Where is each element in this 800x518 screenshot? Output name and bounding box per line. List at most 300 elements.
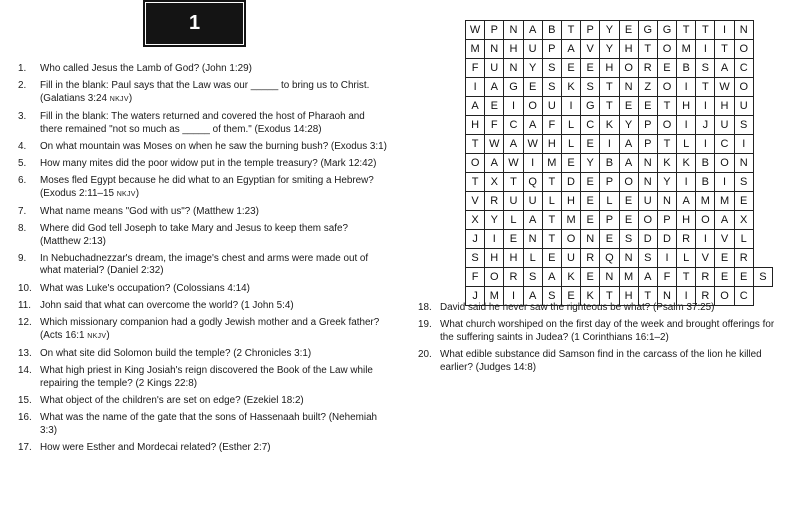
puzzle-number-badge [143, 0, 246, 47]
grid-cell: A [561, 40, 580, 59]
grid-cell: Q [523, 173, 542, 192]
question-text [40, 80, 390, 106]
question-text [40, 141, 390, 154]
grid-cell: E [715, 268, 734, 287]
grid-row [466, 97, 773, 116]
grid-cell: W [504, 154, 523, 173]
grid-row [466, 59, 773, 78]
grid-row [466, 135, 773, 154]
grid-cell: W [485, 135, 504, 154]
grid-cell: Q [600, 249, 619, 268]
questions-list-left [18, 63, 390, 459]
grid-cell: T [466, 135, 485, 154]
grid-cell: L [677, 135, 696, 154]
grid-cell: I [696, 97, 715, 116]
grid-cell: T [638, 287, 657, 306]
grid-cell: E [619, 97, 638, 116]
grid-cell: W [523, 135, 542, 154]
grid-cell: Y [657, 173, 676, 192]
question-item [18, 283, 390, 296]
grid-cell: X [485, 173, 504, 192]
question-item [18, 206, 390, 219]
grid-cell: V [581, 40, 600, 59]
question-body: What high priest in King Josiah's reign discovered the Book of the Law while repairing the temple? (2 Kings 22:8) [40, 365, 373, 389]
grid-cell: R [504, 268, 523, 287]
question-body: David said he never saw the righteous be what? (Psalm 37:25) [440, 302, 715, 313]
question-number: 13. [18, 347, 32, 359]
grid-cell: V [696, 249, 715, 268]
question-item [18, 348, 390, 361]
question-body: Which missionary companion had a godly Jewish mother and a Greek father? (Acts 16:1 [40, 317, 380, 341]
question-item [18, 253, 390, 278]
grid-cell: B [600, 154, 619, 173]
grid-row [466, 192, 773, 211]
grid-cell: O [657, 40, 676, 59]
grid-cell: I [466, 78, 485, 97]
grid-cell: E [600, 230, 619, 249]
grid-cell: J [466, 230, 485, 249]
grid-cell: T [657, 97, 676, 116]
grid-cell: C [734, 287, 753, 306]
question-item [418, 319, 790, 344]
grid-cell: Y [600, 40, 619, 59]
grid-cell: S [696, 59, 715, 78]
grid-cell: M [696, 192, 715, 211]
grid-cell: G [638, 21, 657, 40]
grid-cell: S [466, 249, 485, 268]
question-text [40, 412, 390, 437]
puzzle-number: 1 [188, 12, 201, 34]
grid-cell: U [523, 192, 542, 211]
grid-cell: N [485, 40, 504, 59]
question-number: 3. [18, 110, 27, 122]
grid-cell: E [619, 21, 638, 40]
grid-cell: L [542, 192, 561, 211]
grid-cell: N [619, 78, 638, 97]
question-item [18, 365, 390, 390]
question-body: What name means "God with us"? (Matthew 1:23) [40, 205, 259, 217]
grid-row [466, 116, 773, 135]
grid-cell: I [561, 97, 580, 116]
grid-cell: N [638, 173, 657, 192]
grid-cell: E [581, 135, 600, 154]
grid-cell: S [542, 287, 561, 306]
grid-cell: T [715, 40, 734, 59]
grid-cell: P [542, 40, 561, 59]
grid-cell: S [523, 268, 542, 287]
question-item [18, 317, 390, 343]
grid-cell: I [485, 230, 504, 249]
grid-cell: O [561, 230, 580, 249]
grid-cell: K [561, 268, 580, 287]
grid-cell: U [734, 97, 753, 116]
grid-cell: R [485, 192, 504, 211]
grid-cell: N [638, 154, 657, 173]
grid-cell: N [734, 21, 753, 40]
grid-cell: S [619, 230, 638, 249]
grid-cell: D [657, 230, 676, 249]
question-body: What edible substance did Samson find in the carcass of the lion he killed earlier? (Judges 14:8) [440, 348, 762, 373]
grid-row [466, 21, 773, 40]
grid-cell: I [677, 173, 696, 192]
grid-cell: Y [600, 21, 619, 40]
grid-cell: P [600, 173, 619, 192]
grid-cell: K [600, 116, 619, 135]
grid-cell: T [504, 173, 523, 192]
question-item [18, 412, 390, 437]
question-body: How many mites did the poor widow put in the temple treasury? (Mark 12:42) [40, 157, 377, 169]
grid-cell: D [638, 230, 657, 249]
grid-cell: H [600, 59, 619, 78]
grid-cell: I [523, 154, 542, 173]
grid-cell: S [753, 268, 772, 287]
grid-row [466, 173, 773, 192]
grid-cell: R [581, 249, 600, 268]
grid-cell: S [542, 59, 561, 78]
grid-cell: E [581, 192, 600, 211]
grid-row [466, 230, 773, 249]
grid-cell: X [734, 211, 753, 230]
grid-cell: O [657, 116, 676, 135]
grid-cell: J [696, 116, 715, 135]
grid-cell: T [696, 78, 715, 97]
grid-cell: E [619, 211, 638, 230]
question-text [40, 111, 390, 136]
grid-cell: O [485, 268, 504, 287]
question-tail: ) [128, 92, 133, 104]
grid-cell: E [581, 211, 600, 230]
grid-cell: N [734, 154, 753, 173]
grid-row [466, 268, 773, 287]
grid-cell: B [542, 21, 561, 40]
question-number: 14. [18, 365, 32, 376]
grid-cell: E [561, 154, 580, 173]
grid-cell: P [657, 211, 676, 230]
grid-cell: S [581, 78, 600, 97]
question-item [18, 442, 390, 455]
grid-cell: O [696, 211, 715, 230]
grid-cell: R [734, 249, 753, 268]
word-search-grid [465, 20, 773, 306]
question-number: 16. [18, 411, 32, 423]
grid-cell: A [523, 116, 542, 135]
grid-cell: A [523, 211, 542, 230]
question-number: 18. [418, 302, 432, 313]
grid-cell: I [504, 97, 523, 116]
question-text [40, 253, 390, 278]
question-body: On what site did Solomon build the temple? (2 Chronicles 3:1) [40, 347, 312, 359]
question-number: 10. [18, 282, 32, 294]
grid-cell: T [466, 173, 485, 192]
grid-cell: T [542, 173, 561, 192]
grid-cell: H [466, 116, 485, 135]
grid-cell: H [677, 97, 696, 116]
bible-version: NKJV [109, 95, 129, 103]
question-body: John said that what can overcome the world? (1 John 5:4) [40, 299, 294, 311]
grid-cell: H [561, 192, 580, 211]
grid-cell: Y [581, 154, 600, 173]
question-text [40, 283, 390, 296]
grid-cell: I [600, 135, 619, 154]
question-text [40, 63, 390, 76]
grid-cell: E [734, 192, 753, 211]
grid-cell: L [523, 249, 542, 268]
question-text [40, 223, 390, 248]
grid-cell: E [561, 59, 580, 78]
grid-cell: L [600, 192, 619, 211]
question-number: 20. [418, 348, 432, 360]
question-text [40, 442, 390, 455]
grid-cell: K [581, 287, 600, 306]
question-number: 2. [18, 80, 27, 92]
grid-cell: I [715, 173, 734, 192]
grid-cell: N [523, 230, 542, 249]
question-number: 4. [18, 140, 27, 152]
grid-cell: O [715, 287, 734, 306]
grid-cell: N [619, 249, 638, 268]
question-number: 5. [18, 157, 27, 169]
grid-cell: T [638, 40, 657, 59]
question-body: What was the name of the gate that the sons of Hassenaah built? (Nehemiah 3:3) [40, 411, 378, 436]
question-number: 11. [18, 299, 31, 311]
grid-cell: H [542, 135, 561, 154]
grid-cell: E [657, 59, 676, 78]
grid-cell: G [504, 78, 523, 97]
question-body: What was Luke's occupation? (Colossians 4:14) [40, 282, 250, 294]
question-text [40, 175, 390, 201]
grid-cell: A [619, 154, 638, 173]
grid-cell: H [504, 249, 523, 268]
question-item [18, 395, 390, 408]
grid-cell: I [677, 287, 696, 306]
grid-cell: L [677, 249, 696, 268]
grid-cell: E [504, 230, 523, 249]
grid-cell: I [734, 135, 753, 154]
question-text [40, 348, 390, 361]
grid-cell: I [715, 21, 734, 40]
grid-cell: E [581, 173, 600, 192]
grid-cell: F [485, 116, 504, 135]
grid-cell: C [715, 135, 734, 154]
question-item [418, 349, 790, 374]
grid-cell: A [619, 135, 638, 154]
grid-cell: O [657, 78, 676, 97]
grid-cell: E [561, 287, 580, 306]
question-number: 17. [18, 441, 32, 453]
grid-cell: M [542, 154, 561, 173]
grid-cell: I [696, 40, 715, 59]
grid-cell: O [734, 78, 753, 97]
grid-cell: W [715, 78, 734, 97]
grid-cell: S [542, 78, 561, 97]
grid-row [466, 40, 773, 59]
grid-cell: G [657, 21, 676, 40]
grid-cell: A [677, 192, 696, 211]
grid-cell: C [581, 116, 600, 135]
grid-cell: A [715, 211, 734, 230]
question-body: On what mountain was Moses on when he saw the burning bush? (Exodus 3:1) [40, 140, 387, 152]
grid-cell: S [734, 116, 753, 135]
grid-cell: P [638, 116, 657, 135]
grid-cell: H [715, 97, 734, 116]
grid-cell: B [696, 154, 715, 173]
grid-cell: T [561, 21, 580, 40]
grid-cell: E [523, 78, 542, 97]
grid-cell: R [677, 230, 696, 249]
question-text [40, 395, 390, 408]
question-body: In Nebuchadnezzar's dream, the image's chest and arms were made out of what material? (Daniel 2:32) [40, 252, 369, 277]
question-number: 15. [18, 394, 32, 406]
grid-cell: U [638, 192, 657, 211]
grid-cell: C [734, 59, 753, 78]
grid-cell: V [715, 230, 734, 249]
grid-cell: P [485, 21, 504, 40]
question-item [18, 175, 390, 201]
grid-cell: U [561, 249, 580, 268]
grid-cell: H [619, 40, 638, 59]
grid-cell: T [677, 21, 696, 40]
grid-row [466, 287, 773, 306]
question-text [40, 365, 390, 390]
grid-cell: H [619, 287, 638, 306]
grid-cell: S [734, 173, 753, 192]
grid-cell: A [523, 21, 542, 40]
question-text [40, 300, 390, 313]
grid-cell: R [696, 268, 715, 287]
grid-cell: T [600, 78, 619, 97]
question-body: Where did God tell Joseph to take Mary and Jesus to keep them safe? (Matthew 2:13) [40, 223, 348, 247]
question-item [18, 80, 390, 106]
grid-cell: I [677, 78, 696, 97]
grid-row [466, 249, 773, 268]
question-number: 8. [18, 223, 27, 235]
grid-cell: N [504, 21, 523, 40]
grid-cell: Y [619, 116, 638, 135]
question-body: Who called Jesus the Lamb of God? (John 1:29) [40, 63, 252, 74]
grid-cell: A [504, 135, 523, 154]
grid-cell: O [466, 154, 485, 173]
question-body: Fill in the blank: Paul says that the Law was our _____ to bring us to Christ. (Galatians 3:24 [40, 80, 370, 104]
grid-cell: A [542, 268, 561, 287]
grid-cell: E [581, 59, 600, 78]
grid-cell: E [581, 268, 600, 287]
grid-cell: Y [485, 211, 504, 230]
question-tail: ) [106, 329, 110, 341]
grid-cell: L [561, 135, 580, 154]
grid-cell: Y [523, 59, 542, 78]
grid-cell: L [734, 230, 753, 249]
grid-cell: M [677, 40, 696, 59]
grid-cell: I [504, 287, 523, 306]
grid-cell: G [581, 97, 600, 116]
grid-cell: I [696, 135, 715, 154]
grid-cell: O [619, 59, 638, 78]
question-body: Fill in the blank: The waters returned and covered the host of Pharaoh and there remained "not so much as _____ of them." (Exodus 14:28) [40, 110, 365, 135]
grid-cell: P [600, 211, 619, 230]
grid-cell: U [504, 192, 523, 211]
grid-cell: O [734, 40, 753, 59]
question-item [18, 63, 390, 76]
grid-cell: K [677, 154, 696, 173]
grid-cell: I [657, 249, 676, 268]
questions-list-right [418, 302, 790, 379]
grid-row [466, 78, 773, 97]
question-item [18, 158, 390, 171]
question-text [40, 158, 390, 171]
grid-cell: R [638, 59, 657, 78]
grid-cell: E [485, 97, 504, 116]
grid-row [466, 154, 773, 173]
grid-cell: I [696, 230, 715, 249]
question-body: What object of the children's are set on edge? (Ezekiel 18:2) [40, 394, 304, 406]
question-text [440, 319, 790, 344]
grid-cell: M [466, 40, 485, 59]
grid-cell: A [638, 268, 657, 287]
grid-cell: A [485, 154, 504, 173]
grid-cell: R [696, 287, 715, 306]
grid-cell: T [696, 21, 715, 40]
grid-cell: E [542, 249, 561, 268]
grid-cell: T [600, 97, 619, 116]
grid-cell: A [485, 78, 504, 97]
grid-cell: I [677, 116, 696, 135]
question-text [40, 317, 390, 343]
grid-cell: B [696, 173, 715, 192]
grid-cell: F [466, 59, 485, 78]
grid-cell: P [638, 135, 657, 154]
question-text [440, 349, 790, 374]
grid-cell: W [466, 21, 485, 40]
question-item [18, 300, 390, 313]
question-body: How were Esther and Mordecai related? (Esther 2:7) [40, 441, 271, 453]
grid-cell: F [542, 116, 561, 135]
grid-cell: N [657, 287, 676, 306]
grid-cell: L [504, 211, 523, 230]
grid-cell: M [619, 268, 638, 287]
question-item [18, 223, 390, 248]
grid-cell: T [542, 230, 561, 249]
grid-cell: N [581, 230, 600, 249]
grid-cell: B [677, 59, 696, 78]
grid-cell: M [485, 287, 504, 306]
grid-cell: P [581, 21, 600, 40]
grid-cell: O [619, 173, 638, 192]
grid-cell: H [504, 40, 523, 59]
grid-cell: M [561, 211, 580, 230]
grid-row [466, 211, 773, 230]
grid-cell: V [466, 192, 485, 211]
question-tail: ) [135, 187, 140, 199]
grid-cell: E [734, 268, 753, 287]
grid-cell: O [638, 211, 657, 230]
grid-cell: K [657, 154, 676, 173]
question-number: 9. [18, 252, 27, 264]
grid-cell: H [677, 211, 696, 230]
question-body: Moses fled Egypt because he did what to an Egyptian for smiting a Hebrew? (Exodus 2:11–15 [40, 175, 374, 199]
grid-cell: U [542, 97, 561, 116]
grid-cell: J [466, 287, 485, 306]
grid-cell: A [523, 287, 542, 306]
grid-cell: O [523, 97, 542, 116]
grid-cell: F [657, 268, 676, 287]
grid-cell: U [715, 116, 734, 135]
question-number: 7. [18, 205, 27, 217]
grid-cell: D [561, 173, 580, 192]
question-number: 19. [418, 319, 432, 331]
grid-cell: F [466, 268, 485, 287]
question-number: 12. [18, 317, 32, 329]
grid-cell: O [715, 154, 734, 173]
